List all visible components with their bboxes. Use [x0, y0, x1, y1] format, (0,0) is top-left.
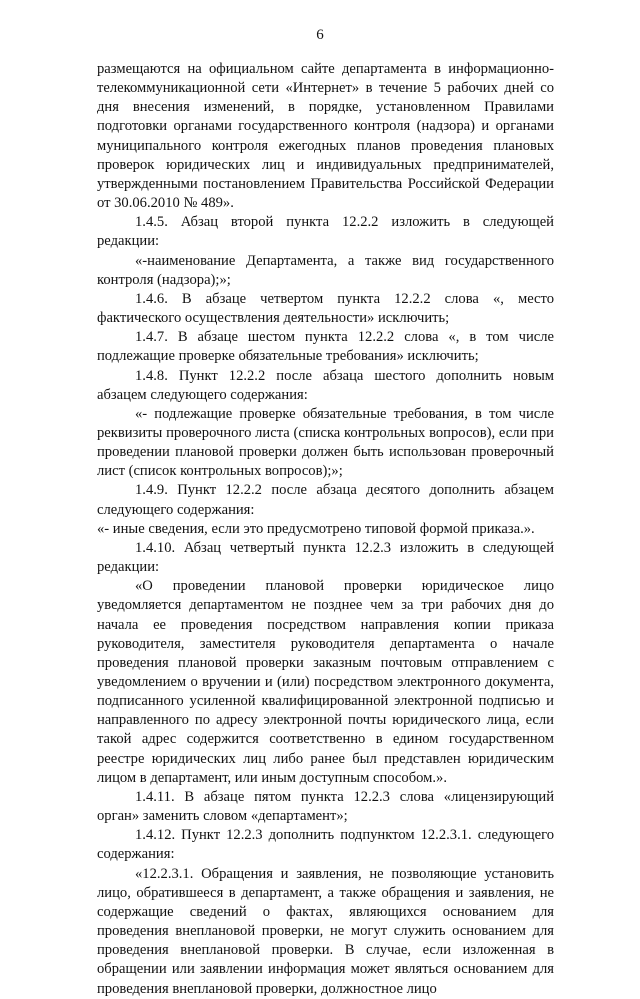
paragraph-8: 1.4.9. Пункт 12.2.2 после абзаца десятого дополнить абзацем следующего содержания:: [97, 482, 554, 518]
paragraph-14: «12.2.3.1. Обращения и заявления, не позволяющие установить лицо, обратившееся в департамент, а также обращения и заявления, не содержащие сведений о фактах, являющихся основанием для проведения внеплановой проверки, не могут служить основанием для проведения внеплановой проверки. В случае, если изложенная в обращении или заявлении информация может являться основанием для проведения внеплановой проверки, должностное лицо: [97, 865, 554, 997]
paragraph-4: 1.4.6. В абзаце четвертом пункта 12.2.2 слова «, место фактического осуществления деятельности» исключить;: [97, 290, 554, 327]
paragraph-11: «О проведении плановой проверки юридическое лицо уведомляется департаментом не позднее чем за три рабочих дня до начала ее проведения посредством направления копии приказа руководителя, заместителя руководителя департамента о начале проведения плановой проверки заказным почтовым отправлением с уведомлением о вручении и (или) посредством электронного документа, подписанного усиленной квалифицированной электронной подписью и направленного по адресу электронной почты юридического лица, если такой адрес содержится соответственно в едином государственном реестре юридических лиц либо ранее был представлен юридическим лицом в департамент, или иным доступным способом.».: [97, 578, 554, 786]
paragraph-5: 1.4.7. В абзаце шестом пункта 12.2.2 слова «, в том числе подлежащие проверке обязательные требования» исключить;: [97, 329, 554, 365]
paragraph-9: «- иные сведения, если это предусмотрено типовой формой приказа.».: [97, 520, 535, 537]
paragraph-1: размещаются на официальном сайте департамента в информационно-телекоммуникационной сети «Интернет» в течение 5 рабочих дней со дня внесения изменений, в порядке, установленном Правилами подготовки органами государственного контроля (надзора) и органами муниципального контроля ежегодных планов проведения плановых проверок юридических лиц и индивидуальных предпринимателей, утвержденными постановлением Правительства Российской Федерации от 30.06.2010 № 489».: [97, 61, 554, 212]
paragraph-12: 1.4.11. В абзаце пятом пункта 12.2.3 слова «лицензирующий орган» заменить словом «департамент»;: [97, 788, 554, 825]
paragraph-13: 1.4.12. Пункт 12.2.3 дополнить подпунктом 12.2.3.1. следующего содержания:: [97, 827, 554, 863]
page-number: 6: [316, 27, 324, 43]
paragraph-10: 1.4.10. Абзац четвертый пункта 12.2.3 изложить в следующей редакции:: [97, 539, 554, 576]
paragraph-2: 1.4.5. Абзац второй пункта 12.2.2 изложить в следующей редакции:: [97, 214, 554, 250]
paragraph-3: «-наименование Департамента, а также вид государственного контроля (надзора);»;: [97, 252, 554, 288]
paragraph-7: «- подлежащие проверке обязательные требования, в том числе реквизиты проверочного листа (списка контрольных вопросов), если при проведении плановой проверки должен быть использован проверочный лист (список контрольных вопросов);»;: [97, 405, 554, 480]
paragraph-6: 1.4.8. Пункт 12.2.2 после абзаца шестого дополнить новым абзацем следующего содержания:: [97, 367, 554, 403]
document-body: [97, 60, 554, 999]
